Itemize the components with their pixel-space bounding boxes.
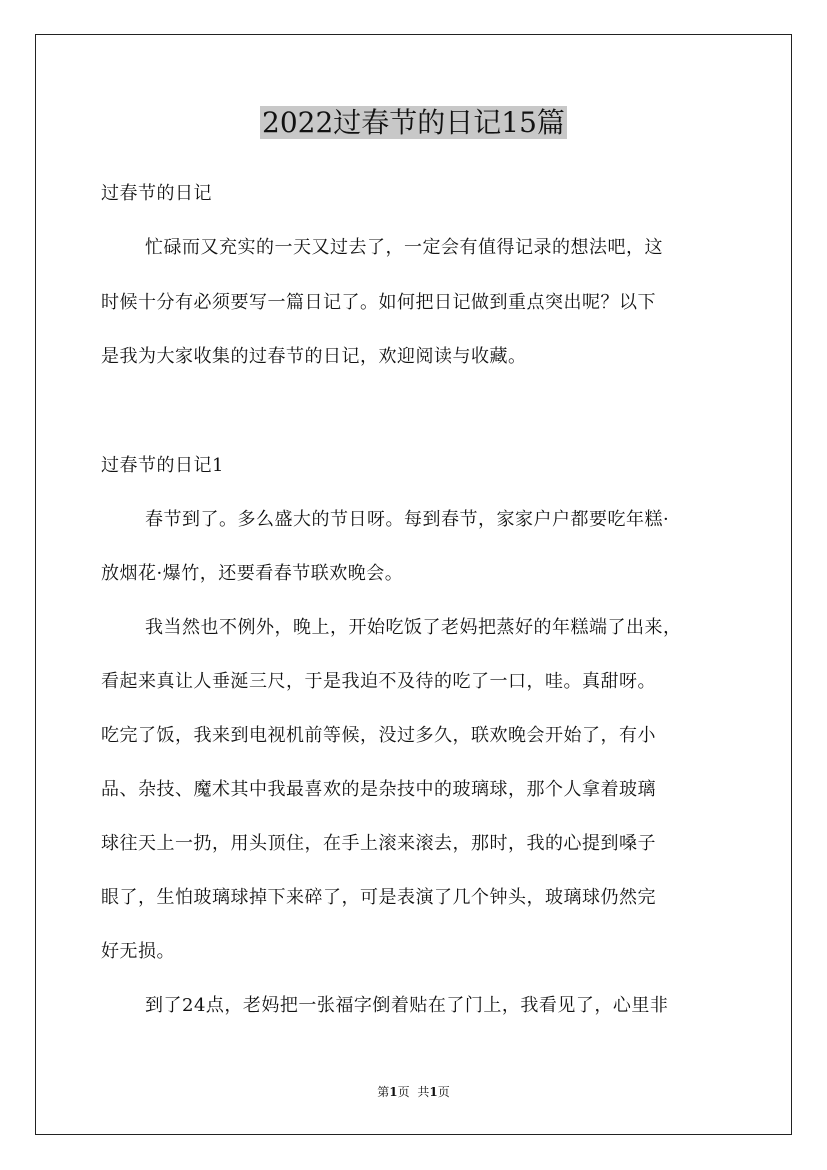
paragraph-line: 我当然也不例外，晚上，开始吃饭了老妈把蒸好的年糕端了出来， (145, 617, 682, 638)
section-heading: 过春节的日记1 (101, 455, 224, 476)
paragraph-line: 春节到了。多么盛大的节日呀。每到春节，家家户户都要吃年糕· (145, 509, 670, 530)
paragraph-line: 球往天上一扔，用头顶住，在手上滚来滚去，那时，我的心提到嗓子 (101, 833, 656, 854)
footer-total-prefix: 共 (417, 1085, 430, 1099)
intro-line: 时候十分有必须要写一篇日记了。如何把日记做到重点突出呢？以下 (101, 292, 656, 313)
document-title (0, 103, 827, 143)
paragraph-line: 眼了，生怕玻璃球掉下来碎了，可是表演了几个钟头，玻璃球仍然完 (101, 887, 656, 908)
paragraph-line: 好无损。 (101, 941, 175, 962)
intro-line: 忙碌而又充实的一天又过去了，一定会有值得记录的想法吧，这 (145, 237, 663, 258)
footer-total-number: 1 (429, 1085, 438, 1099)
document-title-text: 2022过春节的日记15篇 (262, 106, 565, 139)
paragraph-line: 吃完了饭，我来到电视机前等候，没过多久，联欢晚会开始了，有小 (101, 725, 656, 746)
footer-page-suffix: 页 (397, 1085, 410, 1099)
footer-page-prefix: 第 (377, 1085, 390, 1099)
footer-total-suffix: 页 (437, 1085, 450, 1099)
paragraph-line: 看起来真让人垂涎三尺，于是我迫不及待的吃了一口，哇。真甜呀。 (101, 671, 656, 692)
paragraph-line: 放烟花·爆竹，还要看春节联欢晚会。 (101, 563, 404, 584)
intro-heading: 过春节的日记 (101, 183, 212, 204)
intro-line: 是我为大家收集的过春节的日记，欢迎阅读与收藏。 (101, 346, 527, 367)
page-footer (0, 1084, 827, 1100)
footer-page-number: 1 (389, 1085, 398, 1099)
paragraph-line: 品、杂技、魔术其中我最喜欢的是杂技中的玻璃球，那个人拿着玻璃 (101, 779, 656, 800)
paragraph-line: 到了24点，老妈把一张福字倒着贴在了门上，我看见了，心里非 (145, 995, 669, 1016)
